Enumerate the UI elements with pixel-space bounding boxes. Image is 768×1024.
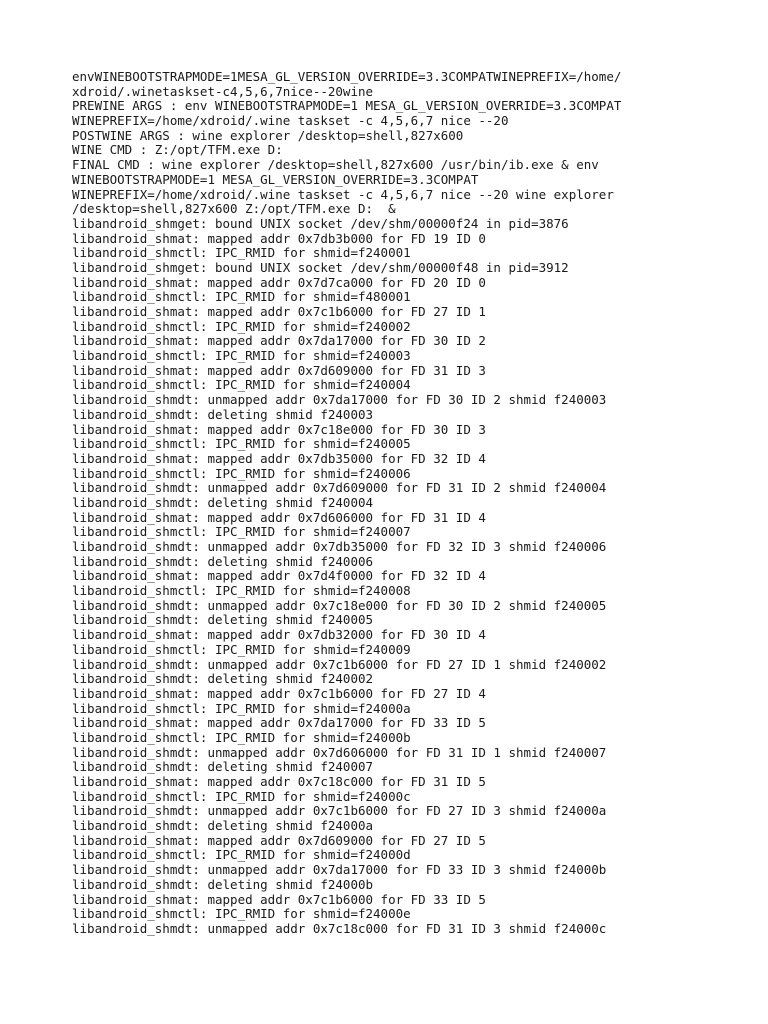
log-line: libandroid_shmdt: deleting shmid f240007 — [72, 759, 374, 775]
log-line: libandroid_shmat: mapped addr 0x7db35000 for FD 32 ID 4 — [72, 450, 486, 466]
log-line: libandroid_shmdt: deleting shmid f24000a — [72, 818, 374, 834]
log-line: envWINEBOOTSTRAPMODE=1MESA_GL_VERSION_OVERRIDE=3.3COMPATWINEPREFIX=/home/ — [72, 69, 622, 84]
log-line: libandroid_shmat: mapped addr 0x7c18c000 for FD 31 ID 5 — [72, 774, 486, 789]
log-line: libandroid_shmctl: IPC_RMID for shmid=f240005 — [72, 436, 411, 452]
log-line: libandroid_shmdt: deleting shmid f240002 — [72, 671, 374, 687]
log-line: libandroid_shmctl: IPC_RMID for shmid=f24000e — [72, 906, 411, 922]
log-line: libandroid_shmat: mapped addr 0x7c18e000 for FD 30 ID 3 — [72, 421, 486, 437]
log-line: POSTWINE ARGS : wine explorer /desktop=shell,827x600 — [72, 127, 464, 143]
log-line: libandroid_shmctl: IPC_RMID for shmid=f24000b — [72, 729, 411, 745]
log-line: libandroid_shmctl: IPC_RMID for shmid=f240001 — [72, 245, 411, 261]
log-line: libandroid_shmdt: unmapped addr 0x7c18c000 for FD 31 ID 3 shmid f24000c — [72, 920, 607, 936]
log-line: WINE CMD : Z:/opt/TFM.exe D: — [72, 142, 283, 158]
log-line: libandroid_shmdt: unmapped addr 0x7da17000 for FD 33 ID 3 shmid f24000b — [72, 862, 607, 878]
log-line: libandroid_shmat: mapped addr 0x7c1b6000 for FD 27 ID 1 — [72, 304, 486, 319]
log-line: libandroid_shmdt: deleting shmid f240004 — [72, 494, 374, 510]
log-line: libandroid_shmctl: IPC_RMID for shmid=f240002 — [72, 318, 411, 334]
log-line: libandroid_shmat: mapped addr 0x7d609000 for FD 27 ID 5 — [72, 832, 486, 848]
log-line: WINEPREFIX=/home/xdroid/.wine taskset -c 4,5,6,7 nice --20 wine explorer — [72, 186, 614, 202]
log-line: libandroid_shmctl: IPC_RMID for shmid=f240009 — [72, 641, 411, 657]
log-line: libandroid_shmdt: unmapped addr 0x7db35000 for FD 32 ID 3 shmid f240006 — [72, 539, 607, 554]
log-line: libandroid_shmctl: IPC_RMID for shmid=f240006 — [72, 465, 411, 481]
log-output — [72, 70, 768, 937]
log-line: libandroid_shmdt: deleting shmid f240006 — [72, 553, 374, 569]
log-line: libandroid_shmdt: deleting shmid f24000b — [72, 876, 374, 892]
log-line: libandroid_shmat: mapped addr 0x7d609000 for FD 31 ID 3 — [72, 362, 486, 378]
log-line: FINAL CMD : wine explorer /desktop=shell,827x600 /usr/bin/ib.exe & env — [72, 157, 599, 173]
log-line: libandroid_shmctl: IPC_RMID for shmid=f24000c — [72, 788, 411, 804]
log-line: libandroid_shmat: mapped addr 0x7da17000 for FD 33 ID 5 — [72, 715, 486, 731]
log-line: libandroid_shmdt: unmapped addr 0x7c18e000 for FD 30 ID 2 shmid f240005 — [72, 597, 607, 613]
log-line: libandroid_shmdt: unmapped addr 0x7da17000 for FD 30 ID 2 shmid f240003 — [72, 392, 607, 408]
log-line: libandroid_shmctl: IPC_RMID for shmid=f240007 — [72, 524, 411, 540]
log-line: libandroid_shmat: mapped addr 0x7d7ca000 for FD 20 ID 0 — [72, 274, 486, 290]
log-line: libandroid_shmctl: IPC_RMID for shmid=f240004 — [72, 377, 411, 393]
log-line: libandroid_shmctl: IPC_RMID for shmid=f24000d — [72, 847, 411, 863]
log-line: libandroid_shmdt: deleting shmid f240005 — [72, 612, 374, 628]
log-line: libandroid_shmdt: unmapped addr 0x7c1b6000 for FD 27 ID 1 shmid f240002 — [72, 656, 607, 672]
log-line: libandroid_shmget: bound UNIX socket /dev/shm/00000f24 in pid=3876 — [72, 215, 569, 231]
log-line: libandroid_shmat: mapped addr 0x7da17000 for FD 30 ID 2 — [72, 333, 486, 349]
log-line: libandroid_shmctl: IPC_RMID for shmid=f24000a — [72, 700, 411, 716]
log-line: libandroid_shmat: mapped addr 0x7d606000 for FD 31 ID 4 — [72, 509, 486, 525]
log-line: libandroid_shmdt: deleting shmid f240003 — [72, 406, 374, 422]
log-line: libandroid_shmctl: IPC_RMID for shmid=f240003 — [72, 348, 411, 364]
log-line: libandroid_shmat: mapped addr 0x7db3b000 for FD 19 ID 0 — [72, 230, 486, 246]
log-line: xdroid/.winetaskset-c4,5,6,7nice--20wine — [72, 83, 374, 99]
log-line: libandroid_shmctl: IPC_RMID for shmid=f240008 — [72, 583, 411, 599]
log-line: WINEBOOTSTRAPMODE=1 MESA_GL_VERSION_OVERRIDE=3.3COMPAT — [72, 171, 479, 187]
log-line: libandroid_shmdt: unmapped addr 0x7c1b6000 for FD 27 ID 3 shmid f24000a — [72, 803, 607, 819]
log-line: WINEPREFIX=/home/xdroid/.wine taskset -c 4,5,6,7 nice --20 — [72, 113, 509, 129]
log-line: libandroid_shmat: mapped addr 0x7c1b6000 for FD 27 ID 4 — [72, 685, 486, 701]
log-line: libandroid_shmget: bound UNIX socket /dev/shm/00000f48 in pid=3912 — [72, 259, 569, 275]
log-line: libandroid_shmat: mapped addr 0x7db32000 for FD 30 ID 4 — [72, 627, 486, 643]
log-line: libandroid_shmdt: unmapped addr 0x7d609000 for FD 31 ID 2 shmid f240004 — [72, 480, 607, 496]
log-line: /desktop=shell,827x600 Z:/opt/TFM.exe D: & — [72, 201, 396, 217]
log-line: libandroid_shmat: mapped addr 0x7c1b6000 for FD 33 ID 5 — [72, 891, 486, 907]
log-line: PREWINE ARGS : env WINEBOOTSTRAPMODE=1 MESA_GL_VERSION_OVERRIDE=3.3COMPAT — [72, 98, 622, 114]
log-line: libandroid_shmdt: unmapped addr 0x7d606000 for FD 31 ID 1 shmid f240007 — [72, 744, 607, 760]
log-line: libandroid_shmctl: IPC_RMID for shmid=f480001 — [72, 289, 411, 305]
log-line: libandroid_shmat: mapped addr 0x7d4f0000 for FD 32 ID 4 — [72, 568, 486, 584]
